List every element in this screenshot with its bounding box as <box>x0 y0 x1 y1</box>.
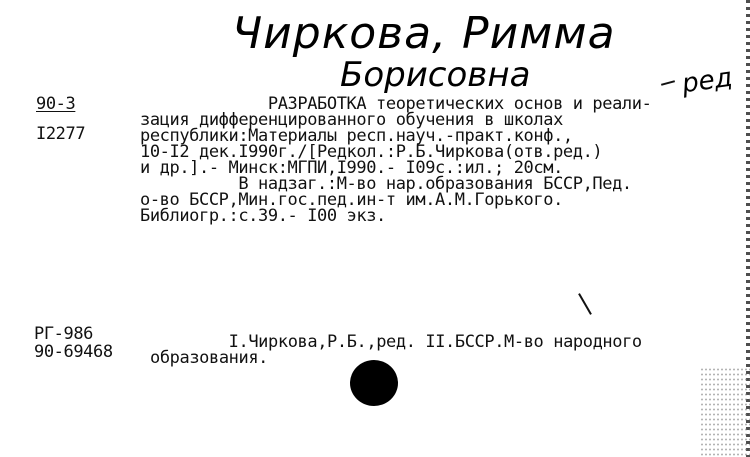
call-number-primary: 90-3 <box>36 94 76 114</box>
bibliographic-entry: РАЗРАБОТКА теоретических основ и реали- зация дифференцированного обучения в школах республики:Материалы респ.науч.-практ.конф., 10-I2 дек.I990г./[Редкол.:Р.Б.Чиркова(отв.ред.) и др.].- Минск:МГПИ,I990.- I09с.:ил.; 20см. В надзаг.:М-во нар.образования БССР,Пед. о-во БССР,Мин.гос.пед.ин-т им.А.М.Горького. Библиогр.:с.39.- I00 экз. <box>140 94 652 226</box>
call-number-secondary: I2277 <box>36 124 86 144</box>
handwritten-dash <box>661 80 675 86</box>
index-code: РГ-986 <box>34 324 94 344</box>
pen-stroke <box>578 293 592 315</box>
scan-noise <box>700 367 750 457</box>
handwritten-role-note: ред <box>680 62 735 100</box>
subject-tracings: I.Чиркова,Р.Б.,ред. II.БССР.М-во народного образования. <box>150 332 642 368</box>
handwritten-author-name: Чиркова, Римма <box>232 8 616 59</box>
registration-number: 90-69468 <box>34 342 113 362</box>
punch-hole <box>350 360 398 406</box>
handwritten-patronymic: Борисовна <box>340 55 531 95</box>
